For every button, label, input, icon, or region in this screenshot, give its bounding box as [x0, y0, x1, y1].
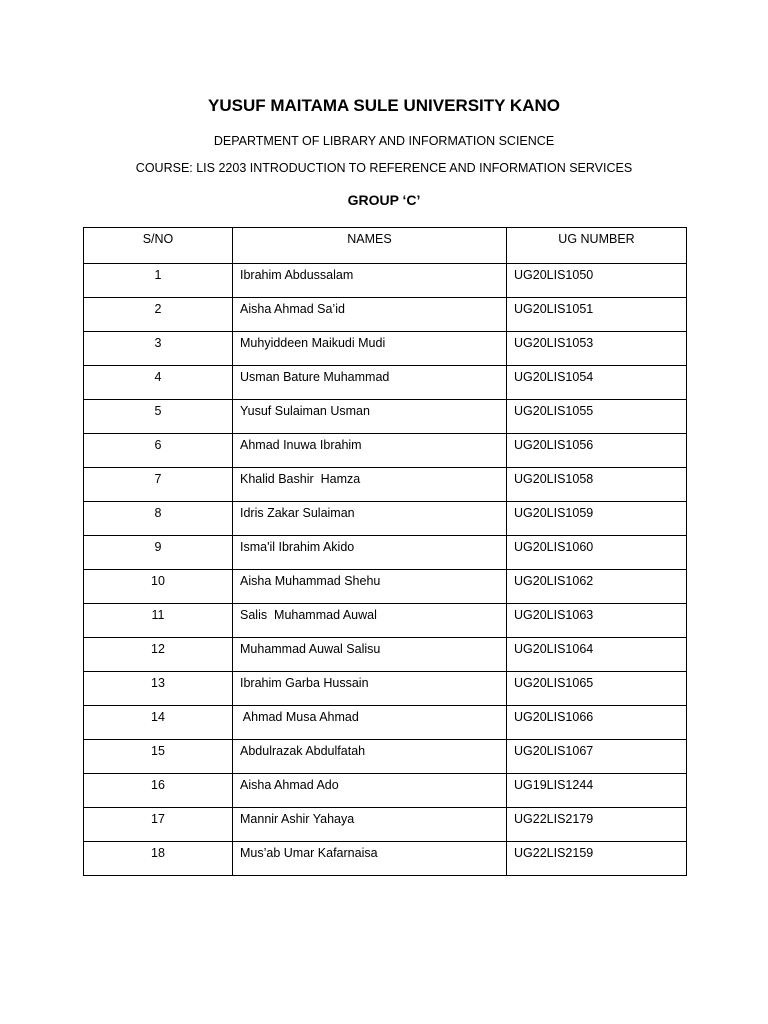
row-ug-number: UG22LIS2159: [507, 842, 687, 876]
row-ug-number: UG20LIS1055: [507, 400, 687, 434]
row-name: Khalid Bashir Hamza: [233, 468, 507, 502]
table-row: [84, 400, 687, 434]
row-name: Ahmad Inuwa Ibrahim: [233, 434, 507, 468]
row-name: Idris Zakar Sulaiman: [233, 502, 507, 536]
table-row: [84, 570, 687, 604]
row-ug-number: UG20LIS1059: [507, 502, 687, 536]
row-sno: 5: [84, 400, 233, 434]
table-row: [84, 298, 687, 332]
row-sno: 4: [84, 366, 233, 400]
row-name: Abdulrazak Abdulfatah: [233, 740, 507, 774]
group-label: GROUP ‘C’: [347, 192, 421, 208]
row-sno: 17: [84, 808, 233, 842]
row-name: Mannir Ashir Yahaya: [233, 808, 507, 842]
row-sno: 16: [84, 774, 233, 808]
row-sno: 10: [84, 570, 233, 604]
row-sno: 13: [84, 672, 233, 706]
row-ug-number: UG20LIS1067: [507, 740, 687, 774]
row-sno: 18: [84, 842, 233, 876]
course-title: COURSE: LIS 2203 INTRODUCTION TO REFERENCE AND INFORMATION SERVICES: [135, 161, 633, 175]
row-ug-number: UG20LIS1053: [507, 332, 687, 366]
table-row: [84, 434, 687, 468]
row-sno: 2: [84, 298, 233, 332]
row-name: Mus’ab Umar Kafarnaisa: [233, 842, 507, 876]
row-ug-number: UG20LIS1051: [507, 298, 687, 332]
row-name: Ahmad Musa Ahmad: [233, 706, 507, 740]
row-sno: 8: [84, 502, 233, 536]
table-row: [84, 468, 687, 502]
table-row: [84, 604, 687, 638]
row-sno: 11: [84, 604, 233, 638]
row-name: Salis Muhammad Auwal: [233, 604, 507, 638]
table-row: [84, 774, 687, 808]
table-row: [84, 638, 687, 672]
row-ug-number: UG22LIS2179: [507, 808, 687, 842]
table-row: [84, 842, 687, 876]
row-name: Ibrahim Garba Hussain: [233, 672, 507, 706]
row-sno: 12: [84, 638, 233, 672]
row-sno: 15: [84, 740, 233, 774]
row-name: Aisha Ahmad Ado: [233, 774, 507, 808]
row-ug-number: UG20LIS1065: [507, 672, 687, 706]
university-title: YUSUF MAITAMA SULE UNIVERSITY KANO: [208, 96, 560, 115]
row-sno: 6: [84, 434, 233, 468]
column-header-sno: S/NO: [84, 228, 233, 264]
row-ug-number: UG19LIS1244: [507, 774, 687, 808]
table-header-row: [84, 228, 687, 264]
row-name: Isma'il Ibrahim Akido: [233, 536, 507, 570]
table-row: [84, 264, 687, 298]
row-sno: 14: [84, 706, 233, 740]
student-roster-table: [83, 227, 687, 876]
table-row: [84, 502, 687, 536]
row-sno: 3: [84, 332, 233, 366]
row-ug-number: UG20LIS1050: [507, 264, 687, 298]
table-row: [84, 332, 687, 366]
row-name: Aisha Ahmad Sa’id: [233, 298, 507, 332]
row-name: Ibrahim Abdussalam: [233, 264, 507, 298]
row-name: Aisha Muhammad Shehu: [233, 570, 507, 604]
row-ug-number: UG20LIS1064: [507, 638, 687, 672]
row-sno: 9: [84, 536, 233, 570]
row-name: Muhyiddeen Maikudi Mudi: [233, 332, 507, 366]
table-body: [84, 264, 687, 876]
row-name: Yusuf Sulaiman Usman: [233, 400, 507, 434]
table-row: [84, 808, 687, 842]
table-row: [84, 536, 687, 570]
row-sno: 1: [84, 264, 233, 298]
row-ug-number: UG20LIS1063: [507, 604, 687, 638]
table-row: [84, 366, 687, 400]
row-ug-number: UG20LIS1054: [507, 366, 687, 400]
table-row: [84, 672, 687, 706]
row-name: Muhammad Auwal Salisu: [233, 638, 507, 672]
row-sno: 7: [84, 468, 233, 502]
row-ug-number: UG20LIS1062: [507, 570, 687, 604]
table-row: [84, 706, 687, 740]
row-ug-number: UG20LIS1056: [507, 434, 687, 468]
row-ug-number: UG20LIS1058: [507, 468, 687, 502]
row-ug-number: UG20LIS1066: [507, 706, 687, 740]
row-name: Usman Bature Muhammad: [233, 366, 507, 400]
row-ug-number: UG20LIS1060: [507, 536, 687, 570]
department-name: DEPARTMENT OF LIBRARY AND INFORMATION SCIENCE: [213, 134, 555, 148]
column-header-ug-number: UG NUMBER: [507, 228, 687, 264]
column-header-names: NAMES: [233, 228, 507, 264]
table-row: [84, 740, 687, 774]
